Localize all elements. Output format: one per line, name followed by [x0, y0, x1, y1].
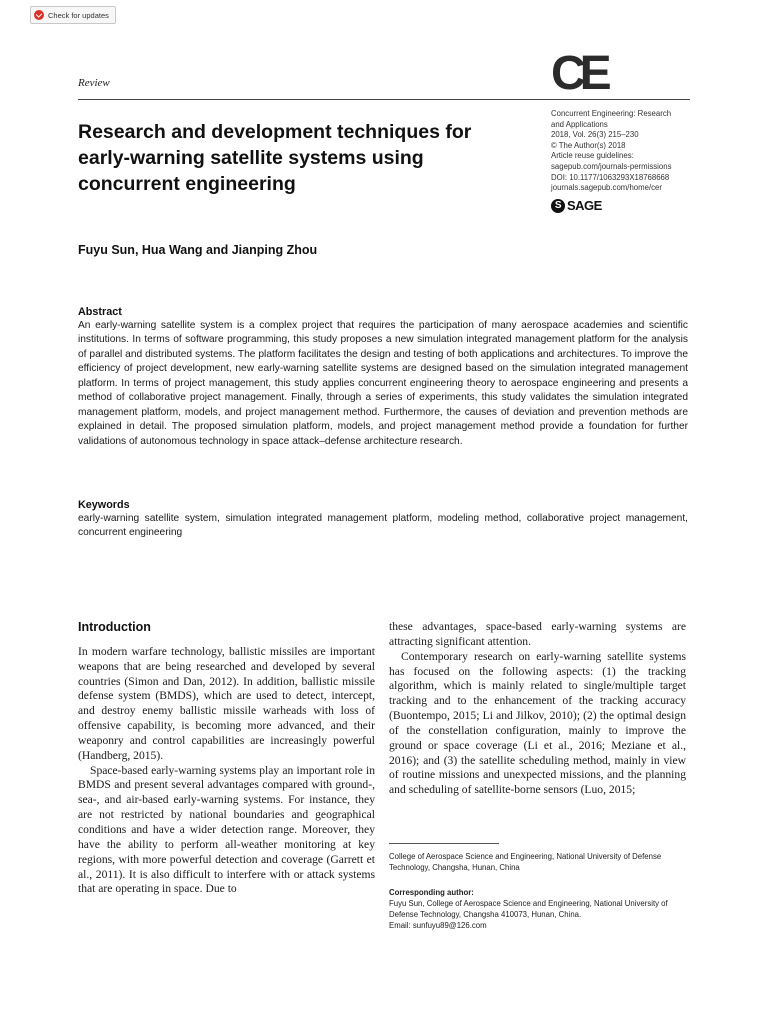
abstract-text: An early-warning satellite system is a complex project that requires the participation of many aerospace academies and scientific institutions. In terms of software programming, this study proposes a new simulation integrated management platform for the analysis of parallel and distributed systems. The platform facilitates the design and testing of both applications and architectures. To improve the efficiency of project development, new early-warning satellite systems are designed based on the simulation integrated management platform. In terms of project management, this study applies concurrent engineering theory to aerospace engineering and presents a method of collaborative project management. Finally, through a series of experiments, this study validates the simulation integrated management platform, models, and project management method. Furthermore, the causes of deviation and prevention methods are explained in detail. The proposed simulation platform, models, and project management method provide a foundation for further validations of autonomous technology in space attack–defense architecture research.: [78, 320, 688, 447]
corresponding-author: [389, 887, 689, 931]
publisher-logo: [551, 198, 602, 213]
keywords-heading: Keywords: [78, 499, 130, 511]
check-for-updates-button[interactable]: [30, 6, 116, 24]
doi-link[interactable]: DOI: 10.1177/1063293X18768668: [551, 172, 670, 182]
body-paragraph: these advantages, space-based early-warning systems are attracting significant attention.: [389, 620, 686, 648]
journal-volume: 2018, Vol. 26(3) 215–230: [551, 130, 639, 140]
sage-logo-icon: S: [551, 199, 565, 213]
keywords-section: [78, 499, 688, 541]
check-for-updates-label: Check for updates: [48, 10, 109, 20]
keywords-text: early-warning satellite system, simulation integrated management platform, modeling method, collaborative project management, concurrent engineering: [78, 513, 688, 539]
body-paragraph: Contemporary research on early-warning satellite systems has focused on the following aspects: (1) the tracking algorithm, which is mainly related to single/multiple target tracking and to the enhancement of the tracking accuracy (Buontempo, 2015; Li and Jilkov, 2010); (2) the optimal design of the constellation configuration, mainly to improve the ground or space coverage (Li et al., 2016; Meziane et al., 2016); and (3) the satellite scheduling method, mainly in view of routine missions and unexpected missions, and the planning and scheduling of satellite-borne sensors (Luo, 2015;: [389, 649, 686, 797]
introduction-heading: Introduction: [78, 620, 151, 634]
author-affiliation: College of Aerospace Science and Engineering, National University of Defense Technology, Changsha, Hunan, China: [389, 852, 662, 872]
author-list: Fuyu Sun, Hua Wang and Jianping Zhou: [78, 243, 318, 257]
footnote-divider: [389, 843, 499, 844]
corresponding-author-address: Fuyu Sun, College of Aerospace Science and Engineering, National University of Defense Technology, Changsha 410073, Hunan, China.: [389, 899, 668, 919]
check-updates-icon: [34, 10, 44, 20]
journal-name-line-1: Concurrent Engineering: Research: [551, 109, 672, 118]
publisher-name: SAGE: [567, 198, 602, 213]
article-title: Research and development techniques for early-warning satellite systems using concurrent engineering: [78, 121, 472, 195]
header-divider: [78, 99, 690, 100]
corresponding-author-email[interactable]: Email: sunfuyu89@126.com: [389, 921, 487, 930]
corresponding-author-label: Corresponding author:: [389, 888, 474, 897]
article-type-label: Review: [78, 77, 110, 89]
journal-metadata: [551, 109, 701, 194]
journal-name-line-2: and Applications: [551, 119, 608, 129]
copyright-line: © The Author(s) 2018: [551, 140, 626, 150]
body-column-left: [78, 620, 375, 897]
abstract-section: [78, 306, 688, 449]
reuse-guidelines-label: Article reuse guidelines:: [551, 151, 634, 161]
body-paragraph: Space-based early-warning systems play an important role in BMDS and present several advantages compared with ground-, sea-, and air-based early-warning systems. For instance, they are not restricted by national boundaries and geographical conditions and have a wider detection range. Moreover, they have the ability to perform all-weather monitoring at key regions, with more powerful detection and coverage (Garrett et al., 2011). It is also difficult to interfere with or attack systems that are operating in space. Due to: [78, 763, 375, 896]
body-paragraph: In modern warfare technology, ballistic missiles are important weapons that are being researched and developed by several countries (Simon and Dan, 2012). In addition, ballistic missile defense system (BMDS), which are used to detect, intercept, and destroy enemy ballistic missile warheads with loss of offensive capability, is becoming more advanced, and their weaponry and control capabilities are increasingly powerful (Handberg, 2015).: [78, 644, 375, 762]
journal-logo: [551, 47, 617, 93]
journal-home-link[interactable]: journals.sagepub.com/home/cer: [551, 183, 662, 193]
permissions-link[interactable]: sagepub.com/journals-permissions: [551, 161, 672, 171]
journal-logo-text: CE: [551, 47, 606, 93]
body-column-right: [389, 620, 686, 798]
abstract-heading: Abstract: [78, 306, 122, 318]
